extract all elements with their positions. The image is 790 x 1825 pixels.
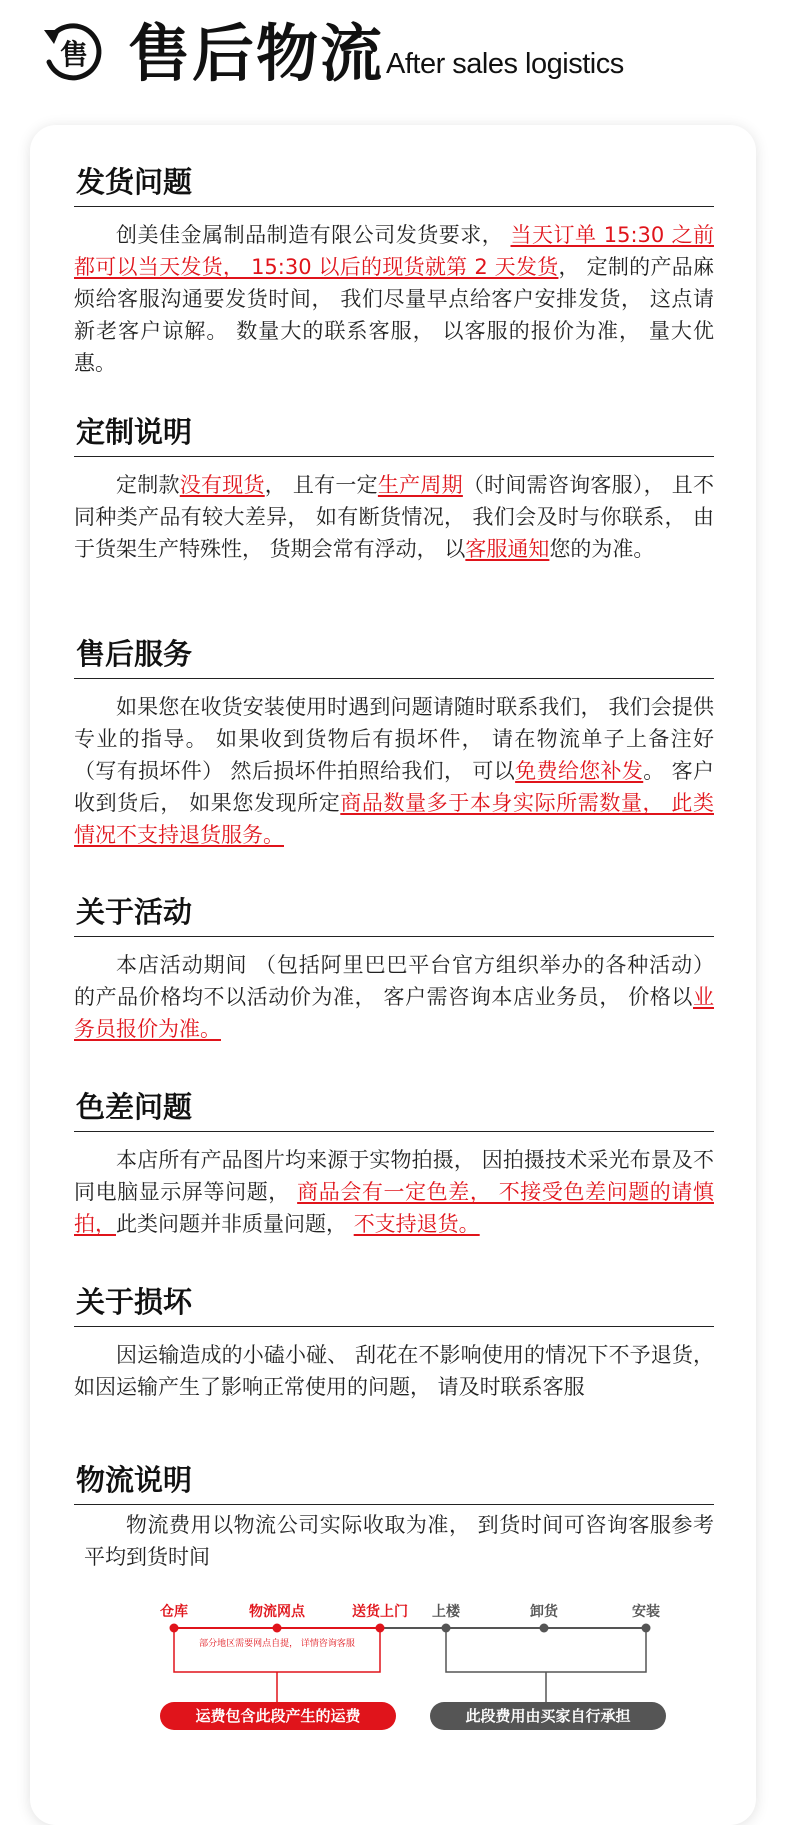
after-sales-icon bbox=[40, 20, 106, 86]
body-text: ， 且有一定 bbox=[264, 473, 378, 497]
flow-node-label: 物流网点 bbox=[249, 1604, 305, 1620]
flow-node-dot bbox=[170, 1624, 179, 1633]
flow-node-dot bbox=[376, 1624, 385, 1633]
section-title: 物流说明 bbox=[76, 1463, 193, 1497]
highlight-text: 生产周期 bbox=[377, 473, 463, 497]
body-text: 。 客户收到货后， 如果您发现所定 bbox=[74, 759, 714, 815]
section-after-sales bbox=[74, 632, 714, 851]
body-text: ， 定制的产品麻烦给客服沟通要发货时间， 我们尽量早点给客户安排发货， 这点请新老客户谅解。 数量大的联系客服， 以客服的报价为准， 量大优惠。 bbox=[74, 255, 714, 375]
section-color-diff bbox=[74, 1085, 714, 1240]
page-subtitle: After sales logistics bbox=[386, 48, 624, 80]
page-title: 售后物流 bbox=[128, 17, 385, 90]
section-title: 关于损坏 bbox=[76, 1285, 193, 1319]
flow-node-label: 安装 bbox=[632, 1604, 660, 1620]
section-divider bbox=[74, 1326, 714, 1327]
body-text: （时间需咨询客服）， 且不同种类产品有较大差异， 如有断货情况， 我们会及时与你联系， 由于货架生产特殊性， 货期会常有浮动， 以 bbox=[74, 473, 714, 561]
body-text: 您的为准。 bbox=[549, 537, 655, 561]
flow-node-label: 仓库 bbox=[160, 1604, 188, 1620]
highlight-text: 不支持退货。 bbox=[353, 1212, 480, 1236]
logistics-flow-diagram bbox=[80, 1460, 720, 1760]
flow-node-label: 送货上门 bbox=[352, 1604, 408, 1620]
body-text: 物流费用以物流公司实际收取为准， 到货时间可咨询客服参考平均到货时间 bbox=[84, 1513, 714, 1569]
body-text: 因运输造成的小磕小碰、 刮花在不影响使用的情况下不予退货， 如因运输产生了影响正常使用的问题， 请及时联系客服 bbox=[74, 1343, 714, 1399]
body-text: 创美佳金属制品制造有限公司发货要求， bbox=[116, 223, 511, 247]
page-header bbox=[0, 0, 790, 100]
section-damage bbox=[74, 1280, 714, 1403]
section-title: 发货问题 bbox=[76, 165, 193, 199]
body-text: 如果您在收货安装使用时遇到问题请随时联系我们， 我们会提供专业的指导。 如果收到货物后有损坏件， 请在物流单子上备注好 （写有损坏件） 然后损坏件拍照给我们， 可以 bbox=[74, 695, 714, 783]
flow-note: 部分地区需要网点自提， 详情咨询客服 bbox=[199, 1639, 355, 1649]
section-title: 关于活动 bbox=[76, 895, 193, 929]
body-text: 本店所有产品图片均来源于实物拍摄， 因拍摄技术采光布景及不同电脑显示屏等问题， bbox=[74, 1148, 714, 1204]
flow-node-dot bbox=[642, 1624, 651, 1633]
highlight-text: 商品数量多于本身实际所需数量， 此类情况不支持退货服务。 bbox=[74, 791, 714, 847]
section-custom bbox=[74, 410, 714, 565]
body-text: 本店活动期间 （包括阿里巴巴平台官方组织举办的各种活动） 的产品价格均不以活动价为准， 客户需咨询本店业务员， 价格以 bbox=[74, 953, 714, 1009]
section-body bbox=[74, 219, 714, 379]
section-title: 售后服务 bbox=[76, 637, 193, 671]
pill-red-label: 运费包含此段产生的运费 bbox=[195, 1707, 361, 1725]
body-text: 此类问题并非质量问题， bbox=[116, 1212, 354, 1236]
section-body bbox=[74, 949, 714, 1045]
bracket-gray bbox=[446, 1628, 646, 1672]
body-text: 定制款 bbox=[116, 473, 180, 497]
section-body bbox=[74, 1144, 714, 1240]
section-divider bbox=[74, 1131, 714, 1132]
icon-char: 售 bbox=[59, 38, 89, 71]
section-title: 色差问题 bbox=[76, 1090, 193, 1124]
section-shipping bbox=[74, 160, 714, 379]
pill-gray-label: 此段费用由买家自行承担 bbox=[465, 1707, 631, 1725]
highlight-text: 客服通知 bbox=[465, 537, 550, 561]
highlight-text: 商品会有一定色差， 不接受色差问题的请慎拍， bbox=[74, 1180, 714, 1236]
section-title: 定制说明 bbox=[76, 415, 193, 449]
flow-node-label: 卸货 bbox=[530, 1604, 558, 1620]
highlight-text: 当天订单 15:30 之前都可以当天发货， 15:30 以后的现货就第 2 天发货 bbox=[74, 223, 714, 279]
section-divider bbox=[74, 678, 714, 679]
flow-node-dot bbox=[442, 1624, 451, 1633]
flow-node-label: 上楼 bbox=[432, 1604, 460, 1620]
section-activity bbox=[74, 890, 714, 1045]
section-body bbox=[74, 1339, 714, 1403]
section-divider bbox=[74, 206, 714, 207]
section-divider bbox=[74, 936, 714, 937]
highlight-text: 免费给您补发 bbox=[515, 759, 644, 783]
section-body bbox=[74, 469, 714, 565]
flow-node-dot bbox=[273, 1624, 282, 1633]
flow-node-dot bbox=[540, 1624, 549, 1633]
section-body bbox=[74, 691, 714, 851]
highlight-text: 业务员报价为准。 bbox=[74, 985, 714, 1041]
bracket-red bbox=[174, 1628, 380, 1672]
section-divider bbox=[74, 456, 714, 457]
highlight-text: 没有现货 bbox=[179, 473, 265, 497]
